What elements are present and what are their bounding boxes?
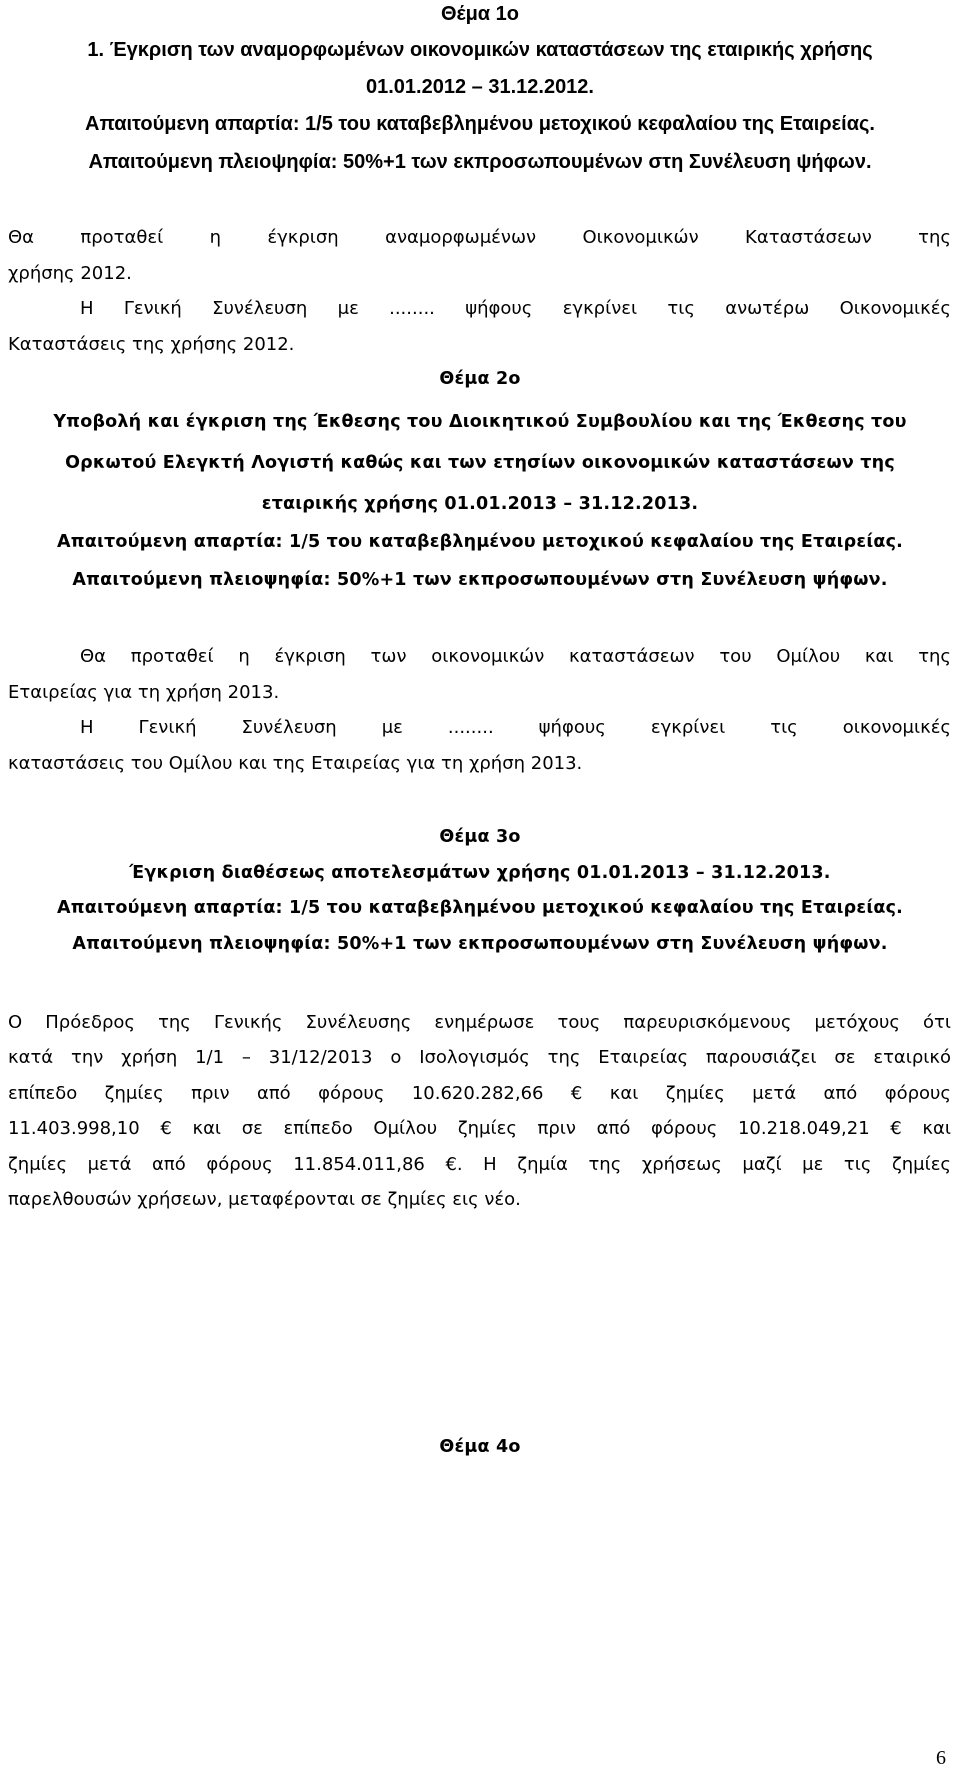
topic3-majority: Απαιτούμενη πλειοψηφία: 50%+1 των εκπροσωπουμένων στη Συνέλευση ψήφων.	[72, 934, 888, 954]
topic2-title-line1: Υποβολή και έγκριση της Έκθεσης του Διοικητικού Συμβουλίου και της Έκθεσης του	[53, 412, 907, 432]
topic3-paragraph-line3: επίπεδο ζημίες πριν από φόρους 10.620.282,66 € και ζημίες μετά από φόρους	[8, 1083, 951, 1104]
topic3-paragraph-line5: ζημίες μετά από φόρους 11.854.011,86 €. Η ζημία της χρήσεως μαζί με τις ζημίες	[8, 1154, 951, 1175]
topic2-title-line2: Ορκωτού Ελεγκτή Λογιστή καθώς και των ετησίων οικονομικών καταστάσεων της	[65, 453, 895, 473]
topic1-proposal-line1: Θα προταθεί η έγκριση αναμορφωμένων Οικονομικών Καταστάσεων της	[8, 227, 951, 248]
topic2-majority: Απαιτούμενη πλειοψηφία: 50%+1 των εκπροσωπουμένων στη Συνέλευση ψήφων.	[72, 570, 888, 590]
topic2-proposal-line1: Θα προταθεί η έγκριση των οικονομικών καταστάσεων του Ομίλου και της	[80, 646, 951, 667]
topic2-heading: Θέμα 2ο	[439, 369, 521, 389]
topic3-paragraph-line4: 11.403.998,10 € και σε επίπεδο Ομίλου ζημίες πριν από φόρους 10.218.049,21 € και	[8, 1118, 951, 1139]
topic1-title-line1: 1. Έγκριση των αναμορφωμένων οικονομικών καταστάσεων της εταιρικής χρήσης	[87, 39, 873, 61]
topic1-proposal-line2: χρήσης 2012.	[8, 263, 132, 284]
topic2-proposal-line2: Εταιρείας για τη χρήση 2013.	[8, 682, 280, 703]
topic1-heading: Θέμα 1ο	[440, 3, 519, 25]
topic3-title: Έγκριση διαθέσεως αποτελεσμάτων χρήσης 01.01.2013 – 31.12.2013.	[129, 863, 831, 883]
topic1-majority: Απαιτούμενη πλειοψηφία: 50%+1 των εκπροσωπουμένων στη Συνέλευση ψήφων.	[88, 151, 872, 173]
topic3-quorum: Απαιτούμενη απαρτία: 1/5 του καταβεβλημένου μετοχικού κεφαλαίου της Εταιρείας.	[56, 898, 904, 918]
topic3-paragraph-line1: Ο Πρόεδρος της Γενικής Συνέλευσης ενημέρωσε τους παρευρισκόμενους μετόχους ότι	[8, 1012, 951, 1033]
topic3-paragraph-line2: κατά την χρήση 1/1 – 31/12/2013 ο Ισολογισμός της Εταιρείας παρουσιάζει σε εταιρικό	[8, 1047, 951, 1068]
topic3-heading: Θέμα 3ο	[439, 827, 521, 847]
topic3-paragraph-line6: παρελθουσών χρήσεων, μεταφέρονται σε ζημίες εις νέο.	[8, 1189, 521, 1210]
topic2-resolution-line1: Η Γενική Συνέλευση με ........ ψήφους εγκρίνει τις οικονομικές	[80, 717, 951, 738]
page-number: 6	[936, 1747, 946, 1769]
topic2-quorum: Απαιτούμενη απαρτία: 1/5 του καταβεβλημένου μετοχικού κεφαλαίου της Εταιρείας.	[56, 532, 904, 552]
topic2-resolution-line2: καταστάσεις του Ομίλου και της Εταιρείας για τη χρήση 2013.	[8, 753, 583, 774]
topic4-heading: Θέμα 4ο	[439, 1437, 521, 1457]
topic2-title-line3: εταιρικής χρήσης 01.01.2013 – 31.12.2013.	[261, 494, 699, 514]
topic1-resolution-line1: Η Γενική Συνέλευση με ........ ψήφους εγκρίνει τις ανωτέρω Οικονομικές	[80, 298, 951, 319]
topic1-title-line2: 01.01.2012 – 31.12.2012.	[366, 76, 594, 98]
topic1-quorum: Απαιτούμενη απαρτία: 1/5 του καταβεβλημένου μετοχικού κεφαλαίου της Εταιρείας.	[85, 113, 875, 135]
topic1-resolution-line2: Καταστάσεις της χρήσης 2012.	[8, 334, 295, 355]
